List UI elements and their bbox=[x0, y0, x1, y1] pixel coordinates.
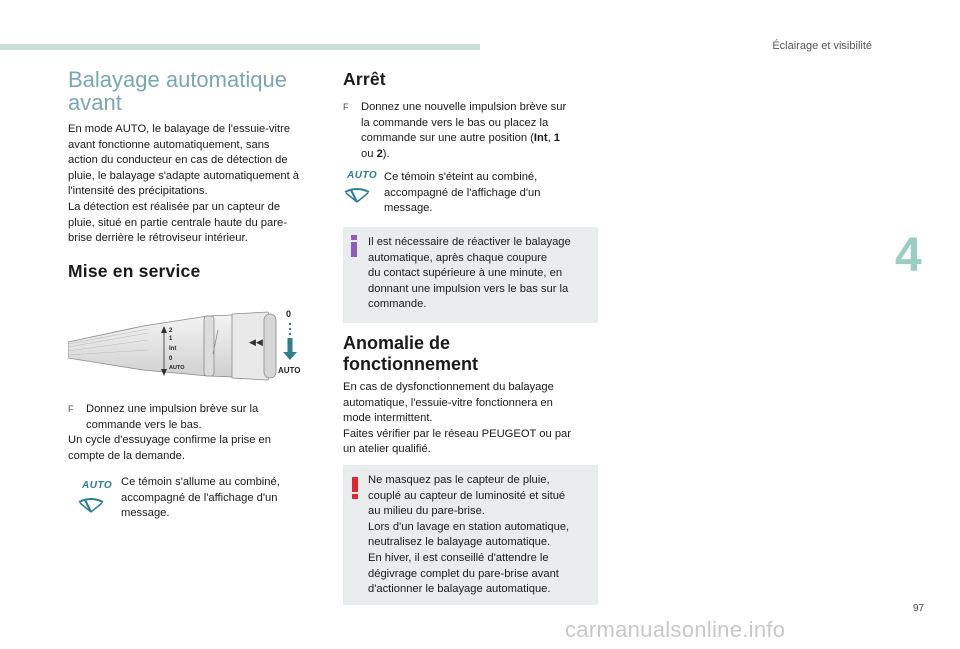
text-line: La détection est réalisée par un capteur de bbox=[68, 200, 281, 213]
position-label: 0 bbox=[169, 356, 173, 362]
left-indicator-text bbox=[121, 475, 321, 522]
text-line: Un cycle d'essuyage confirme la prise en bbox=[68, 434, 271, 446]
right-indicator-text bbox=[384, 170, 594, 217]
section-header: Éclairage et visibilité bbox=[772, 40, 872, 52]
wiper-indicator-icon bbox=[342, 184, 372, 206]
header-bar bbox=[0, 44, 480, 50]
info-text bbox=[368, 235, 594, 313]
text-line: mode intermittent. bbox=[343, 412, 433, 425]
wiper-indicator-icon bbox=[76, 494, 106, 516]
figure-label-zero: 0 bbox=[286, 309, 292, 319]
text-line: automatique, après chaque coupure bbox=[368, 251, 548, 264]
info-icon bbox=[351, 235, 357, 257]
intro-paragraph bbox=[68, 122, 328, 247]
text-line: brise derrière le rétroviseur intérieur. bbox=[68, 232, 248, 245]
text-line: message. bbox=[384, 202, 433, 215]
text-line: couplé au capteur de luminosité et situé bbox=[368, 489, 566, 502]
text-line: donnant une impulsion vers le bas sur la bbox=[368, 282, 569, 295]
text-line: automatique, l'essuie-vitre fonctionnera en bbox=[343, 396, 553, 409]
text-line: dégivrage complet du pare-brise avant bbox=[368, 567, 559, 580]
text-line: Lors d'un lavage en station automatique, bbox=[368, 520, 570, 533]
text-line: pluie, le balayage s'adapte automatiquement à bbox=[68, 169, 300, 182]
auto-indicator-label: AUTO bbox=[347, 170, 378, 181]
text-line: un atelier qualifié. bbox=[343, 443, 431, 456]
position-label: AUTO bbox=[169, 365, 185, 371]
text-line: du contact supérieure à une minute, en bbox=[368, 267, 563, 280]
mise-paragraph bbox=[68, 433, 328, 464]
text-line: message. bbox=[121, 507, 170, 520]
mise-bullet: F Donnez une impulsion brève sur la commande vers le bas. bbox=[68, 403, 259, 431]
warning-box bbox=[343, 465, 598, 605]
wiper-stalk-illustration bbox=[68, 300, 318, 395]
text-line: neutralisez le balayage automatique. bbox=[368, 536, 551, 549]
text-line: Ce témoin s'allume au combiné, bbox=[121, 476, 280, 488]
text-line: l'intensité des précipitations. bbox=[68, 185, 208, 198]
bullet-marker-icon: F bbox=[343, 102, 349, 112]
text-line: En cas de dysfonctionnement du balayage bbox=[343, 381, 554, 393]
text-line: En mode AUTO, le balayage de l'essuie-vitre bbox=[68, 123, 291, 135]
text-line: accompagné de l'affichage d'un bbox=[121, 491, 278, 504]
page-title: Balayage automatique avant bbox=[68, 67, 287, 115]
text-line: Il est nécessaire de réactiver le balayage bbox=[368, 236, 571, 248]
text-line: pluie, situé en partie centrale haute du pare- bbox=[68, 216, 287, 229]
anomalie-heading: Anomalie de fonctionnement bbox=[343, 333, 478, 374]
arret-bullet: F Donnez une nouvelle impulsion brève sur la commande vers le bas ou placez la commande sur une autre position (Int, 1 ou 2). bbox=[343, 101, 567, 160]
warning-icon bbox=[352, 477, 358, 499]
warning-text bbox=[368, 473, 594, 598]
text-line: accompagné de l'affichage d'un bbox=[384, 186, 541, 199]
info-box bbox=[343, 227, 598, 323]
text-line: au milieu du pare-brise. bbox=[368, 505, 485, 518]
chapter-number: 4 bbox=[895, 229, 922, 282]
arret-heading: Arrêt bbox=[343, 69, 386, 89]
text-line: action du conducteur en cas de détection de bbox=[68, 154, 288, 167]
text-line: commande. bbox=[368, 298, 427, 311]
text-line: avant fonctionne automatiquement, sans bbox=[68, 138, 270, 151]
anomalie-paragraph bbox=[343, 380, 603, 458]
text-line: En hiver, il est conseillé d'attendre le bbox=[368, 551, 549, 564]
mise-en-service-heading: Mise en service bbox=[68, 261, 201, 281]
bullet-marker-icon: F bbox=[68, 404, 74, 414]
position-label: 2 bbox=[169, 328, 173, 334]
position-label: Int bbox=[169, 346, 177, 352]
figure-label-auto: AUTO bbox=[278, 366, 301, 375]
text-line: Faites vérifier par le réseau PEUGEOT ou par bbox=[343, 427, 571, 440]
text-line: d'actionner le balayage automatique. bbox=[368, 583, 551, 596]
text-line: Ce témoin s'éteint au combiné, bbox=[384, 171, 538, 183]
text-line: Ne masquez pas le capteur de pluie, bbox=[368, 474, 550, 486]
down-arrow-icon bbox=[288, 338, 293, 352]
auto-indicator-label: AUTO bbox=[82, 480, 113, 491]
double-arrow-icon: ◀◀ bbox=[249, 337, 263, 347]
watermark: carmanualsonline.info bbox=[565, 617, 786, 642]
text-line: compte de la demande. bbox=[68, 449, 185, 462]
position-label: 1 bbox=[169, 336, 173, 342]
page-number: 97 bbox=[913, 603, 925, 614]
